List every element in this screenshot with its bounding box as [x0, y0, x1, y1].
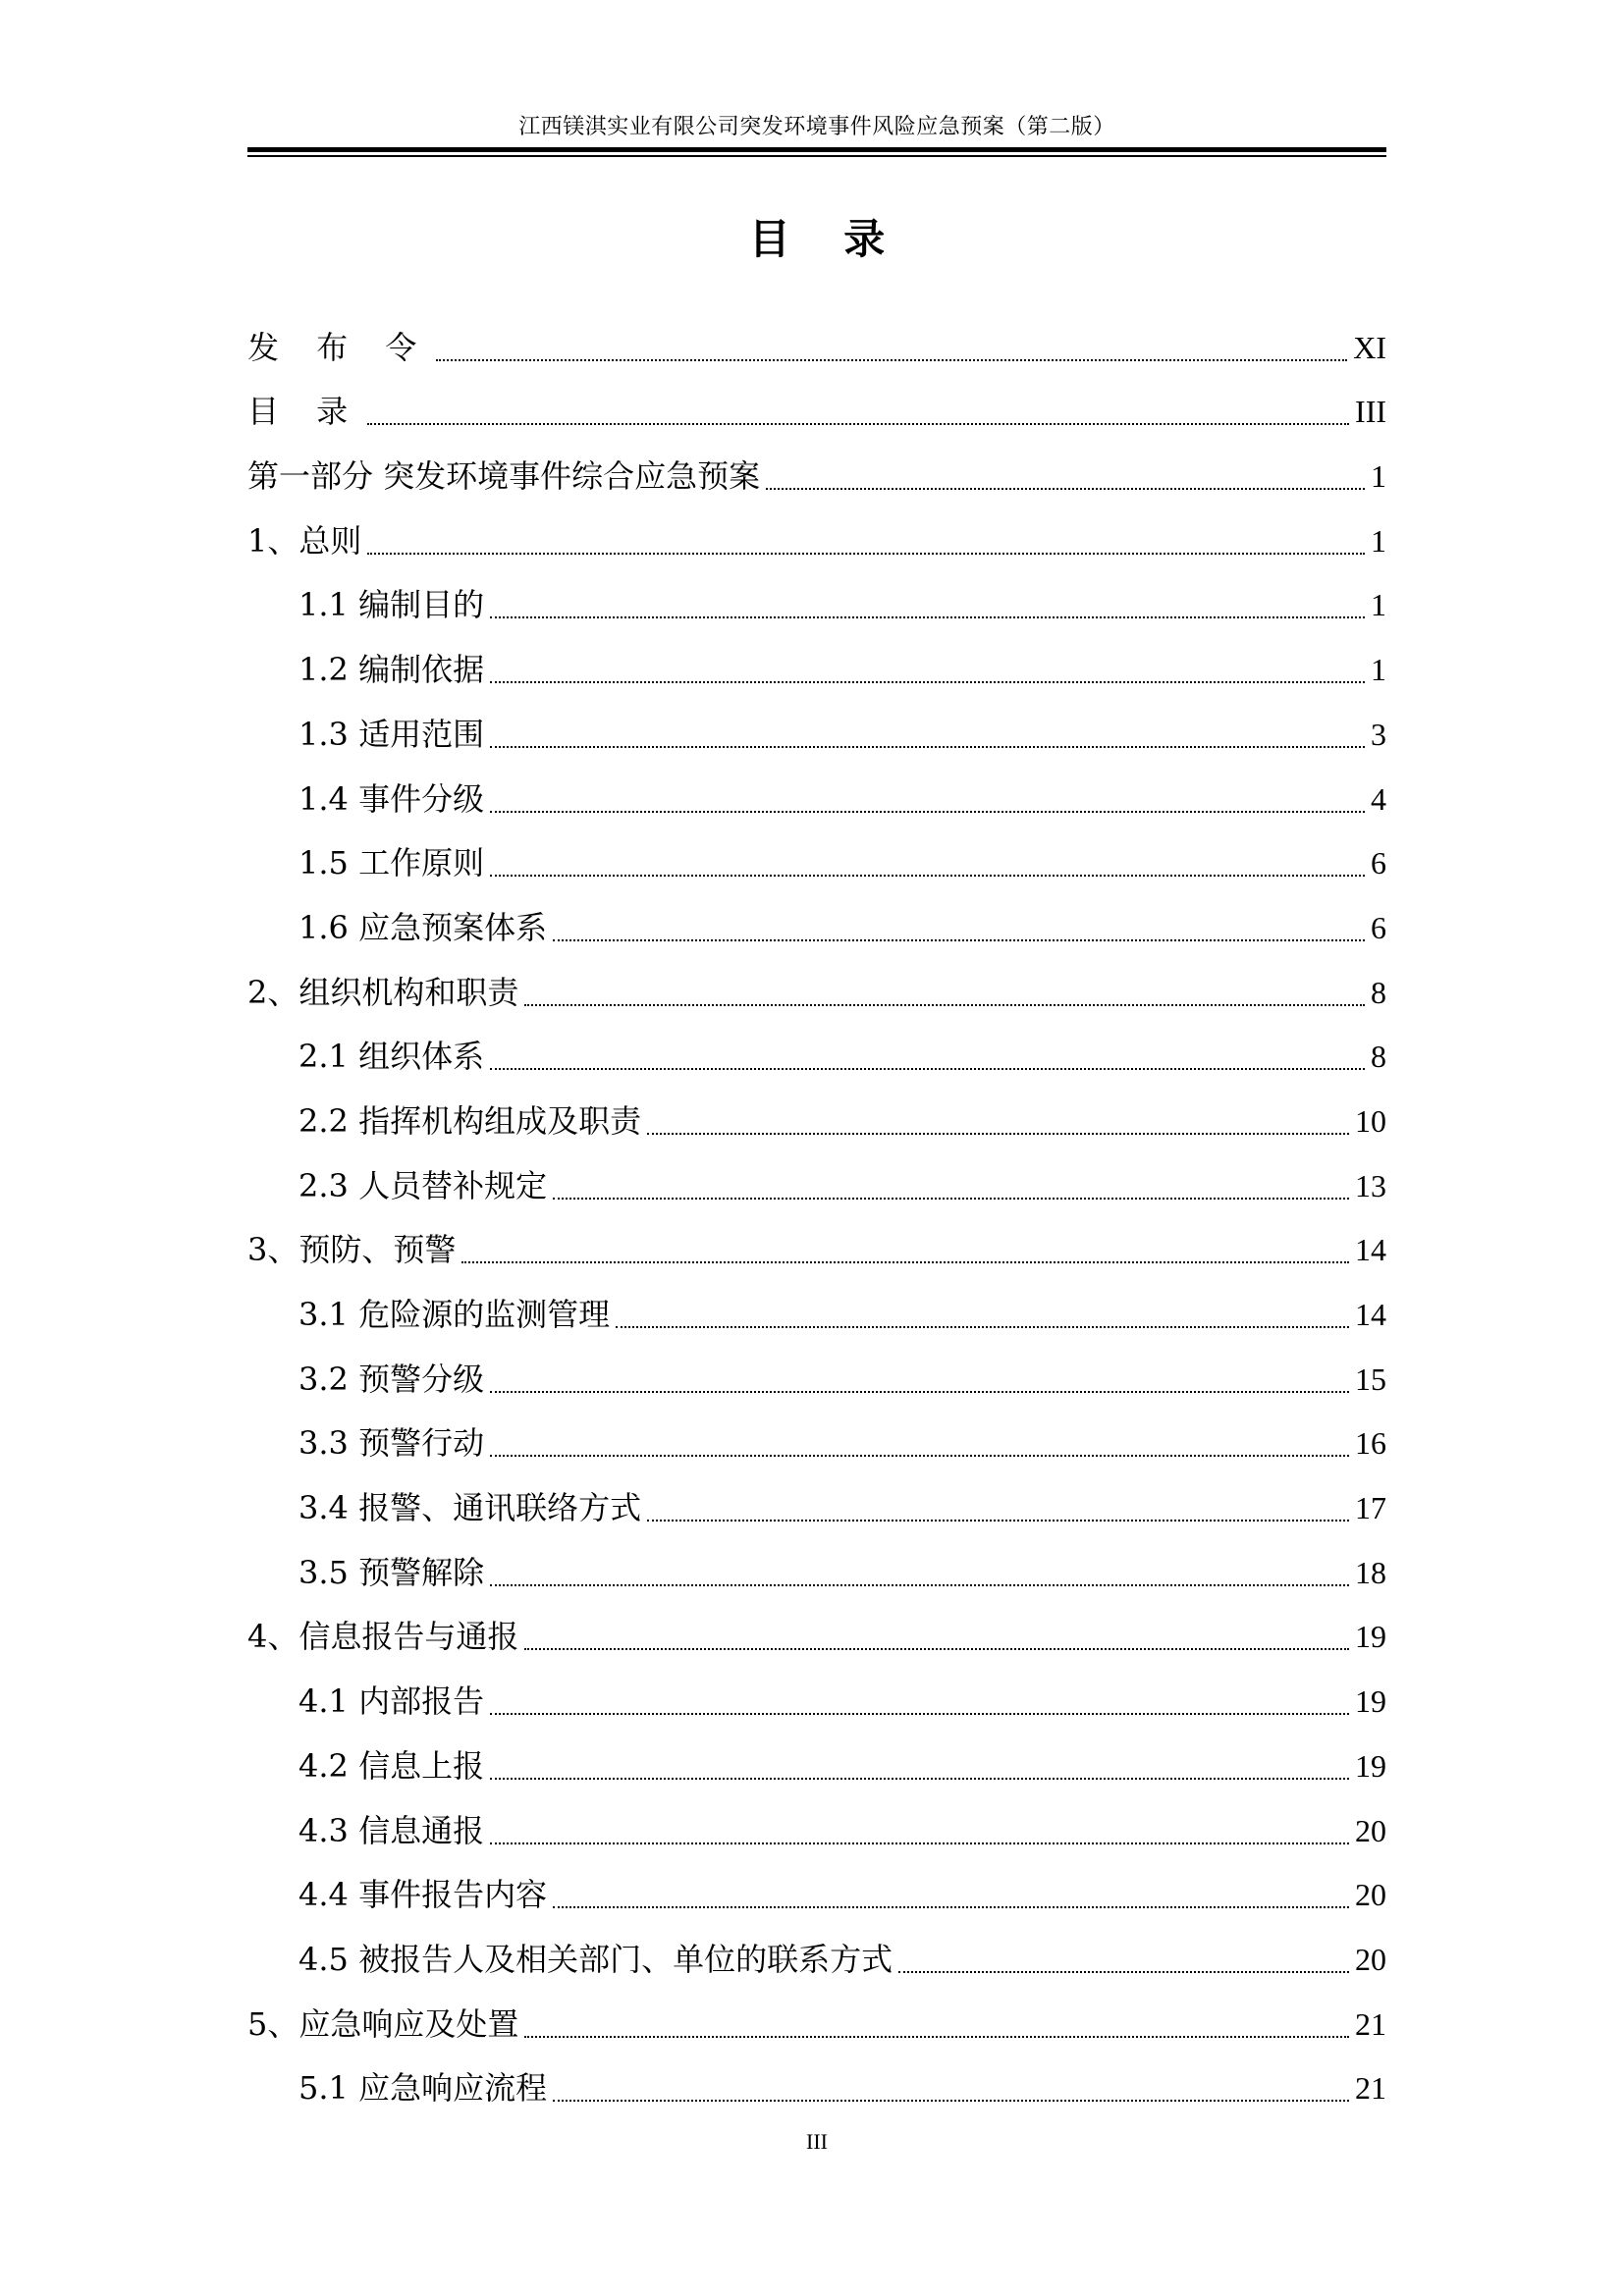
toc-entry-label: 4.4 事件报告内容: [298, 1876, 548, 1914]
toc-dot-leader: [367, 553, 1365, 555]
toc-entry-label: 3.1 危险源的监测管理: [298, 1296, 611, 1333]
toc-entry-label: 2.1 组织体系: [298, 1038, 485, 1076]
toc-entry[interactable]: [247, 1468, 1386, 1533]
toc-dot-leader: [490, 875, 1365, 877]
toc-entry-page: 3: [1371, 716, 1386, 752]
toc-dot-leader: [490, 1584, 1349, 1586]
toc-entry[interactable]: [247, 308, 1386, 373]
toc-entry-label: 4.2 信息上报: [298, 1746, 485, 1785]
toc-entry-page: 19: [1355, 1747, 1386, 1784]
toc-entry-label: 第一部分 突发环境事件综合应急预案: [247, 457, 761, 496]
toc-entry-page: 20: [1355, 1812, 1386, 1848]
header-rule-thick: [247, 147, 1386, 152]
toc-dot-leader: [553, 1198, 1349, 1200]
toc-entry-label: 2、组织机构和职责: [247, 973, 519, 1011]
toc-entry-page: 13: [1355, 1167, 1386, 1203]
running-header: 江西镁淇实业有限公司突发环境事件风险应急预案（第二版）: [518, 115, 1115, 139]
toc-dot-leader: [898, 1971, 1349, 1973]
toc-entry[interactable]: [247, 566, 1386, 631]
toc-entry-page: 10: [1355, 1102, 1386, 1139]
toc-entry-label: 3.4 报警、通讯联络方式: [298, 1489, 642, 1527]
toc-dot-leader: [524, 1648, 1349, 1650]
toc-entry-label: 4.3 信息通报: [298, 1811, 485, 1849]
toc-entry-page: 20: [1355, 1941, 1386, 1977]
toc-entry[interactable]: [247, 1211, 1386, 1276]
toc-entry[interactable]: [247, 1018, 1386, 1083]
toc-dot-leader: [490, 1713, 1349, 1715]
toc-dot-leader: [490, 681, 1365, 683]
toc-entry-page: 14: [1355, 1297, 1386, 1332]
toc-entry[interactable]: [247, 2050, 1386, 2114]
toc-entry[interactable]: [247, 1727, 1386, 1791]
toc-dot-leader: [490, 746, 1365, 748]
table-of-contents: [247, 308, 1386, 2113]
toc-dot-leader: [490, 811, 1365, 813]
toc-entry-page: 8: [1371, 1039, 1386, 1075]
toc-entry-page: XI: [1353, 329, 1386, 365]
toc-entry[interactable]: [247, 1082, 1386, 1147]
toc-entry[interactable]: [247, 888, 1386, 953]
toc-entry-label: 5.1 应急响应流程: [298, 2069, 548, 2108]
header-rule-thin: [247, 155, 1386, 157]
toc-entry[interactable]: [247, 695, 1386, 760]
toc-dot-leader: [553, 2100, 1349, 2102]
toc-entry-label: 4、信息报告与通报: [247, 1618, 519, 1656]
toc-entry[interactable]: [247, 1856, 1386, 1921]
toc-entry[interactable]: [247, 1985, 1386, 2050]
toc-dot-leader: [490, 1455, 1349, 1457]
toc-entry-label: 1.1 编制目的: [298, 586, 485, 624]
toc-entry[interactable]: [247, 825, 1386, 889]
toc-dot-leader: [524, 1004, 1365, 1006]
toc-entry-page: 1: [1371, 652, 1386, 688]
toc-entry-page: 16: [1355, 1425, 1386, 1462]
toc-entry-page: 21: [1355, 2070, 1386, 2107]
toc-entry-label: 1.5 工作原则: [298, 844, 485, 882]
toc-entry-label: 1.3 适用范围: [298, 715, 485, 753]
toc-entry-label: 3、预防、预警: [247, 1231, 457, 1269]
toc-dot-leader: [647, 1520, 1349, 1522]
toc-entry-page: 15: [1355, 1361, 1386, 1397]
toc-entry[interactable]: [247, 953, 1386, 1018]
toc-entry[interactable]: [247, 373, 1386, 438]
toc-dot-leader: [461, 1261, 1349, 1263]
toc-title: 目 录: [748, 215, 905, 263]
toc-entry[interactable]: [247, 1598, 1386, 1663]
toc-entry-page: 1: [1371, 458, 1386, 495]
toc-entry-page: 20: [1355, 1877, 1386, 1913]
toc-entry[interactable]: [247, 1147, 1386, 1211]
toc-dot-leader: [490, 1778, 1349, 1780]
toc-entry[interactable]: [247, 1405, 1386, 1469]
toc-entry[interactable]: [247, 1340, 1386, 1405]
toc-dot-leader: [490, 1068, 1365, 1070]
toc-entry-label: 1.2 编制依据: [298, 651, 485, 689]
toc-entry[interactable]: [247, 630, 1386, 695]
toc-entry-page: 19: [1355, 1619, 1386, 1655]
toc-entry-page: 21: [1355, 2005, 1386, 2042]
toc-entry-page: 1: [1371, 522, 1386, 559]
toc-entry[interactable]: [247, 760, 1386, 825]
page-number: III: [806, 2129, 828, 2154]
toc-dot-leader: [490, 1842, 1349, 1844]
toc-entry-label: 4.1 内部报告: [298, 1682, 485, 1721]
toc-entry-label: 3.5 预警解除: [298, 1553, 485, 1591]
toc-dot-leader: [766, 488, 1365, 490]
toc-entry[interactable]: [247, 1662, 1386, 1727]
toc-entry-label: 2.2 指挥机构组成及职责: [298, 1101, 642, 1140]
toc-dot-leader: [553, 1906, 1349, 1908]
toc-entry-page: III: [1355, 394, 1386, 430]
toc-entry[interactable]: [247, 437, 1386, 502]
toc-entry-page: 8: [1371, 974, 1386, 1010]
toc-dot-leader: [436, 359, 1347, 361]
toc-entry[interactable]: [247, 1275, 1386, 1340]
toc-entry[interactable]: [247, 502, 1386, 566]
toc-entry-label: 3.3 预警行动: [298, 1424, 485, 1463]
toc-dot-leader: [490, 1391, 1349, 1393]
toc-entry[interactable]: [247, 1533, 1386, 1598]
toc-dot-leader: [367, 423, 1349, 425]
toc-entry[interactable]: [247, 1791, 1386, 1856]
toc-entry-label: 2.3 人员替补规定: [298, 1166, 548, 1204]
toc-dot-leader: [616, 1326, 1349, 1328]
toc-entry-page: 14: [1355, 1232, 1386, 1268]
toc-entry-label: 1.4 事件分级: [298, 779, 485, 818]
toc-dot-leader: [553, 939, 1365, 941]
toc-entry-page: 6: [1371, 845, 1386, 881]
toc-dot-leader: [524, 2036, 1349, 2038]
toc-entry-page: 17: [1355, 1490, 1386, 1526]
toc-entry-label: 目 录: [247, 393, 362, 431]
toc-entry-page: 4: [1371, 780, 1386, 817]
toc-entry-page: 18: [1355, 1554, 1386, 1590]
toc-entry-label: 1.6 应急预案体系: [298, 908, 548, 946]
toc-dot-leader: [490, 616, 1365, 618]
toc-entry-label: 4.5 被报告人及相关部门、单位的联系方式: [298, 1940, 893, 1978]
toc-entry-page: 19: [1355, 1683, 1386, 1720]
toc-entry-label: 5、应急响应及处置: [247, 2004, 519, 2043]
toc-entry[interactable]: [247, 1920, 1386, 1985]
toc-dot-leader: [647, 1133, 1349, 1135]
toc-entry-page: 1: [1371, 587, 1386, 623]
toc-entry-label: 1、总则: [247, 521, 362, 560]
toc-entry-label: 3.2 预警分级: [298, 1360, 485, 1398]
toc-entry-label: 发 布 令: [247, 328, 431, 366]
toc-entry-page: 6: [1371, 909, 1386, 945]
